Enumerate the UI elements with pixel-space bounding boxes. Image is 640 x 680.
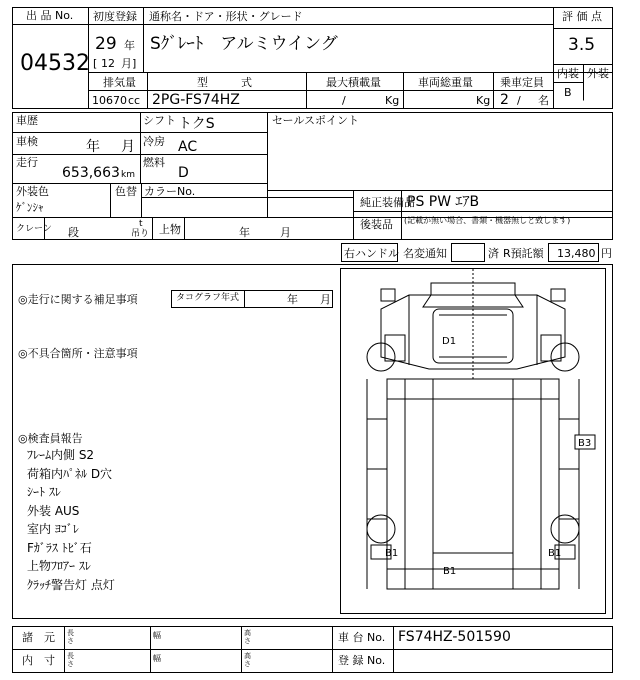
registration-year-unit: 年 (124, 39, 135, 52)
max-load-label: 最大積載量 (326, 76, 381, 89)
history-label: 車歴 (16, 114, 38, 127)
mileage-label: 走行 (16, 156, 38, 169)
crane-stage: 段 (68, 226, 79, 239)
tachograph-month-unit: 月 (320, 293, 331, 306)
interior-grade-label: 内装 (557, 67, 579, 80)
mark-b1-left: B1 (385, 548, 399, 559)
color-number-label: カラーNo. (144, 185, 196, 198)
specs-width-label: 幅 (153, 631, 161, 640)
inspector-line: ﾌﾚｰﾑ内側 S2 (27, 448, 95, 462)
ac-label: 冷房 (143, 135, 165, 148)
gross-weight-label: 車両総重量 (418, 76, 473, 89)
recycle-deposit: 13,480 (557, 247, 596, 260)
inspector-line: 室内 ﾖｺﾞﾚ (27, 522, 79, 536)
dims-width-label: 幅 (153, 654, 161, 663)
capacity-separator: / (517, 94, 521, 107)
color-label: 外装色 (16, 185, 49, 198)
vehicle-name: Sｸﾞﾚｰﾄ アルミウイング (150, 34, 338, 54)
aftermarket-label: 後装品 (360, 218, 393, 231)
crane-hanging: 吊り (131, 229, 150, 239)
recycle-unit: 円 (601, 247, 612, 260)
max-load-value: / (342, 94, 346, 107)
inspector-line: 荷箱内ﾊﾟﾈﾙ D穴 (27, 466, 113, 481)
grade-label: 評 価 点 (562, 10, 602, 23)
registration-number-label: 登 録 No. (338, 654, 386, 667)
color-code-label: 色替 (115, 185, 137, 198)
fuel-value: D (178, 165, 189, 181)
lot-label: 出 品 No. (26, 9, 74, 22)
mark-d1: D1 (442, 336, 457, 347)
crane-hanging-t: t (139, 219, 143, 229)
tachograph-year-unit: 年 (287, 293, 298, 306)
chassis-number: FS74HZ-501590 (398, 629, 511, 645)
upper-month-unit: 月 (280, 226, 291, 239)
inspection-year-unit: 年 (86, 139, 100, 155)
displacement-label: 排気量 (103, 76, 136, 89)
registration-month-unit: 月 (121, 57, 132, 70)
inspection-label: 車検 (16, 135, 38, 148)
tachograph-label: タコグラフ年式 (176, 293, 240, 303)
specs-label: 諸 元 (22, 631, 55, 644)
capacity-unit: 名 (538, 94, 549, 107)
inspector-report-list (27, 446, 115, 594)
name-change-label: 名変通知 (403, 247, 447, 260)
interior-grade: B (564, 86, 572, 99)
recycle-done-label: 済 (488, 247, 499, 260)
exterior-grade-label: 外装 (587, 67, 609, 80)
specs-height-label: 高さ (244, 629, 251, 645)
capacity-value: 2 (500, 92, 509, 108)
mark-b3: B3 (578, 438, 592, 449)
inspector-line: 上物ﾌﾛｱｰ ｽﾚ (27, 559, 91, 573)
displacement-value: 10670 (92, 94, 127, 107)
mark-b1-bottom: B1 (443, 566, 457, 577)
aftermarket-note: (記載が無い場合、書類・機器無しと致します) (404, 216, 571, 225)
right-hand-drive-label: 右ハンドル (344, 247, 399, 260)
model-label: 型 式 (197, 76, 252, 89)
registration-month-close: ] (132, 57, 137, 70)
truck-diagram (341, 269, 605, 613)
defects-title: ◎不具合箇所・注意事項 (18, 347, 138, 360)
inspector-line: ｸﾗｯﾁ警告灯 点灯 (27, 577, 115, 592)
specs-length-label: 長さ (67, 629, 74, 645)
color-value: ｹﾞﾝｼｬ (16, 201, 44, 214)
registration-year: 29 (95, 34, 117, 54)
registration-month: 12 (101, 57, 115, 70)
registration-label: 初度登録 (93, 10, 137, 23)
max-load-unit: Kg (385, 94, 400, 107)
equipment-value: PS PW ｴｱB (407, 194, 480, 210)
supplement-title: ◎走行に関する補足事項 (18, 293, 138, 306)
shift-value: トクS (178, 116, 215, 132)
mark-b1-right: B1 (548, 548, 562, 559)
vehicle-header: 通称名・ドア・形状・グレード (149, 10, 303, 23)
dims-height-label: 高さ (244, 652, 251, 668)
lot-number: 04532 (20, 51, 90, 76)
inspector-title: ◎検査員報告 (18, 432, 83, 445)
crane-label: クレーン (16, 224, 52, 234)
grade-score: 3.5 (568, 35, 596, 55)
sales-points-label: セールスポイント (272, 114, 360, 127)
mileage-value: 653,663 (62, 165, 120, 181)
inspector-line: ｼｰﾄ ｽﾚ (27, 485, 61, 499)
inspector-line: 外装 AUS (27, 503, 80, 518)
equipment-label: 純正装備品 (360, 196, 415, 209)
fuel-label: 燃料 (143, 156, 165, 169)
displacement-unit: cc (128, 94, 141, 107)
dims-label: 内 寸 (22, 654, 55, 667)
model-value: 2PG-FS74HZ (152, 92, 240, 108)
chassis-label: 車 台 No. (338, 631, 386, 644)
upper-year-unit: 年 (239, 226, 250, 239)
capacity-label: 乗車定員 (500, 76, 544, 89)
registration-month-open: [ (93, 57, 98, 70)
mileage-unit: km (121, 170, 135, 180)
dims-length-label: 長さ (67, 652, 74, 668)
inspection-month-unit: 月 (121, 139, 135, 155)
ac-value: AC (178, 139, 198, 155)
shift-label: シフト (143, 114, 176, 127)
inspector-line: Fｶﾞﾗｽ ﾄﾋﾞ石 (27, 540, 92, 555)
upper-label: 上物 (159, 223, 181, 236)
recycle-deposit-label: R預託額 (503, 247, 544, 260)
gross-weight-unit: Kg (476, 94, 491, 107)
